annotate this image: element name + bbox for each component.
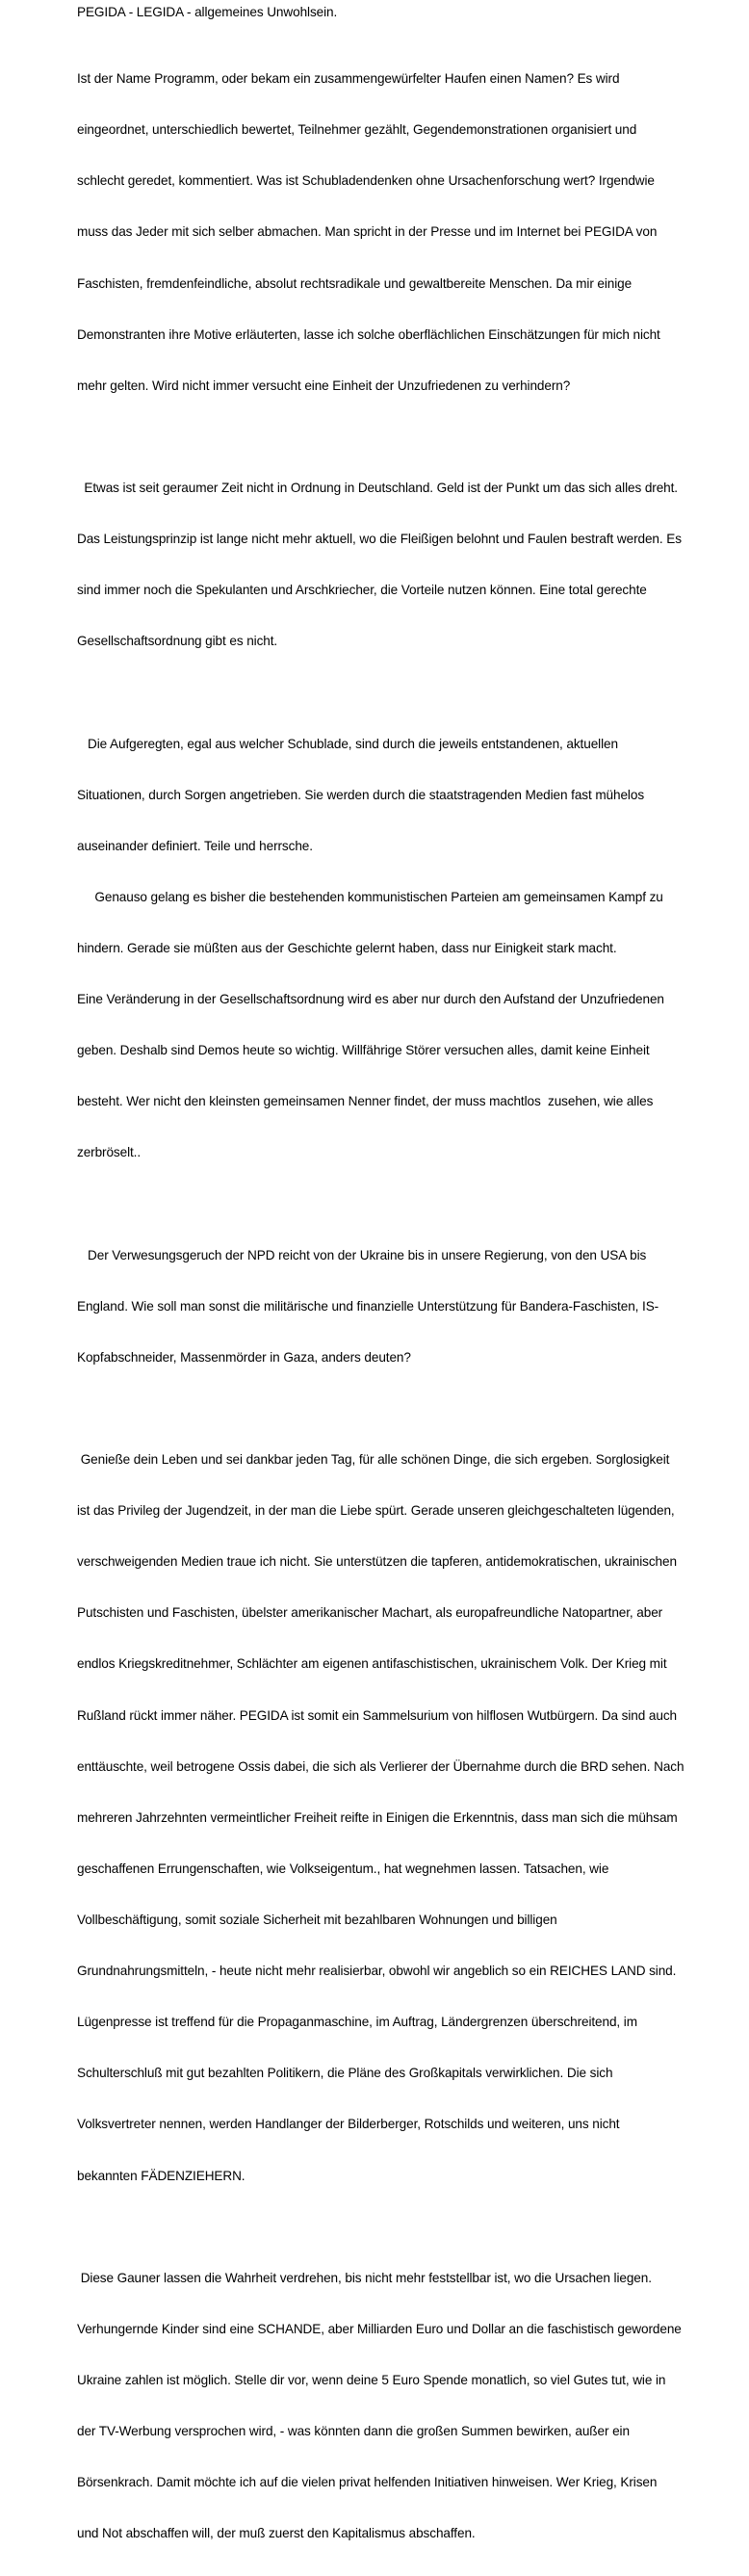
text-line: schlecht geredet, kommentiert. Was ist Schubladendenken ohne Ursachenforschung wert? Irgendwie [77, 173, 655, 189]
text-line: Diese Gauner lassen die Wahrheit verdrehen, bis nicht mehr feststellbar ist, wo die Ursachen liegen. [77, 2270, 652, 2285]
text-line: Demonstranten ihre Motive erläuterten, lasse ich solche oberflächlichen Einschätzungen für mich nicht [77, 326, 660, 342]
text-line: auseinander definiert. Teile und herrsche. [77, 838, 313, 853]
text-line: eingeordnet, unterschiedlich bewertet, Teilnehmer gezählt, Gegendemonstrationen organisiert und [77, 122, 637, 138]
text-line: Eine Veränderung in der Gesellschaftsordnung wird es aber nur durch den Aufstand der Unzufriedenen [77, 992, 664, 1007]
text-line: hindern. Gerade sie müßten aus der Geschichte gelernt haben, dass nur Einigkeit stark macht. [77, 940, 617, 955]
text-line: Börsenkrach. Damit möchte ich auf die vielen privat helfenden Initiativen hinweisen. Wer Krieg, Krisen [77, 2475, 658, 2490]
document-page [77, 4, 728, 2576]
text-line: Verhungernde Kinder sind eine SCHANDE, aber Milliarden Euro und Dollar an die faschistisch gewordene [77, 2321, 682, 2336]
text-line: Grundnahrungsmitteln, - heute nicht mehr realisierbar, obwohl wir angeblich so ein REICHES LAND sind. [77, 1964, 677, 1979]
text-line: Genauso gelang es bisher die bestehenden kommunistischen Parteien am gemeinsamen Kampf zu [77, 889, 663, 904]
text-line: endlos Kriegskreditnehmer, Schlächter am eigenen antifaschistischen, ukrainischem Volk. Der Krieg mit [77, 1656, 667, 1672]
document-title: PEGIDA - LEGIDA - allgemeines Unwohlsein. [77, 5, 338, 19]
paragraph-2 [77, 446, 728, 685]
text-line: sind immer noch die Spekulanten und Arschkriecher, die Vorteile nutzen können. Eine total gerechte [77, 583, 647, 598]
text-line: Ukraine zahlen ist möglich. Stelle dir vor, wenn deine 5 Euro Spende monatlich, so viel Gutes tut, wie in [77, 2372, 666, 2387]
text-line: Volksvertreter nennen, werden Handlanger der Bilderberger, Rotschilds und weiteren, uns nicht [77, 2117, 620, 2132]
paragraph-1 [77, 37, 728, 429]
text-line: verschweigenden Medien traue ich nicht. Sie unterstützen die tapferen, antidemokratischen, ukrainischen [77, 1554, 677, 1570]
paragraph-4 [77, 1212, 728, 1400]
text-line: Lügenpresse ist treffend für die Propaganmaschine, im Auftrag, Ländergrenzen überschreitend, im [77, 2015, 637, 2030]
text-line: zerbröselt.. [77, 1145, 142, 1160]
paragraph-6 [77, 2235, 728, 2576]
text-line: bekannten FÄDENZIEHERN. [77, 2168, 245, 2183]
text-line: Schulterschluß mit gut bezahlten Politikern, die Pläne des Großkapitals verwirklichen. Die sich [77, 2066, 613, 2081]
text-line: Genieße dein Leben und sei dankbar jeden Tag, für alle schönen Dinge, die sich ergeben. Sorglosigkeit [77, 1452, 670, 1467]
text-line: enttäuschte, weil betrogene Ossis dabei, die sich als Verlierer der Übernahme durch die BRD sehen. Nach [77, 1758, 684, 1774]
text-line: mehreren Jahrzehnten vermeintlicher Freiheit reifte in Einigen die Erkenntnis, dass man sich die mühsam [77, 1809, 678, 1825]
text-line: Kopfabschneider, Massenmörder in Gaza, anders deuten? [77, 1349, 411, 1365]
text-line: Vollbeschäftigung, somit soziale Sicherheit mit bezahlbaren Wohnungen und billigen [77, 1912, 557, 1927]
text-line: Etwas ist seit geraumer Zeit nicht in Ordnung in Deutschland. Geld ist der Punkt um das sich alles dreht. [77, 480, 678, 495]
paragraph-3 [77, 701, 728, 1195]
paragraph-5 [77, 1418, 728, 2219]
text-line: Faschisten, fremdenfeindliche, absolut rechtsradikale und gewaltbereite Menschen. Da mir einige [77, 275, 633, 291]
text-line: ist das Privileg der Jugendzeit, in der man die Liebe spürt. Gerade unseren gleichgeschalteten lügenden, [77, 1503, 675, 1519]
text-line: England. Wie soll man sonst die militärische und finanzielle Unterstützung für Bandera-Faschisten, IS- [77, 1298, 659, 1314]
text-line: und Not abschaffen will, der muß zuerst den Kapitalismus abschaffen. [77, 2526, 476, 2541]
text-line: muss das Jeder mit sich selber abmachen. Man spricht in der Presse und im Internet bei PEGIDA von [77, 224, 658, 240]
text-line: Situationen, durch Sorgen angetrieben. Sie werden durch die staatstragenden Medien fast mühelos [77, 787, 645, 802]
text-line: der TV-Werbung versprochen wird, - was könnten dann die großen Summen bewirken, außer ein [77, 2424, 630, 2439]
text-line: Der Verwesungsgeruch der NPD reicht von der Ukraine bis in unsere Regierung, von den USA bis [77, 1247, 647, 1262]
text-line: mehr gelten. Wird nicht immer versucht eine Einheit der Unzufriedenen zu verhindern? [77, 377, 571, 393]
text-line: besteht. Wer nicht den kleinsten gemeinsamen Nenner findet, der muss machtlos zusehen, wie alles [77, 1094, 654, 1109]
text-line: Rußland rückt immer näher. PEGIDA ist somit ein Sammelsurium von hilflosen Wutbürgern. Da sind auch [77, 1707, 677, 1723]
text-line: geschaffenen Errungenschaften, wie Volkseigentum., hat wegnehmen lassen. Tatsachen, wie [77, 1860, 609, 1876]
text-line: Gesellschaftsordnung gibt es nicht. [77, 634, 278, 649]
text-line: Ist der Name Programm, oder bekam ein zusammengewürfelter Haufen einen Namen? Es wird [77, 71, 620, 87]
text-line: geben. Deshalb sind Demos heute so wichtig. Willfährige Störer versuchen alles, damit keine Einheit [77, 1043, 650, 1058]
text-line: Das Leistungsprinzip ist lange nicht mehr aktuell, wo die Fleißigen belohnt und Faulen bestraft werden. Es [77, 532, 682, 547]
text-line: Putschisten und Faschisten, übelster amerikanischer Machart, als europafreundliche Natopartner, aber [77, 1605, 663, 1621]
text-line: Die Aufgeregten, egal aus welcher Schublade, sind durch die jeweils entstandenen, aktuellen [77, 736, 618, 751]
